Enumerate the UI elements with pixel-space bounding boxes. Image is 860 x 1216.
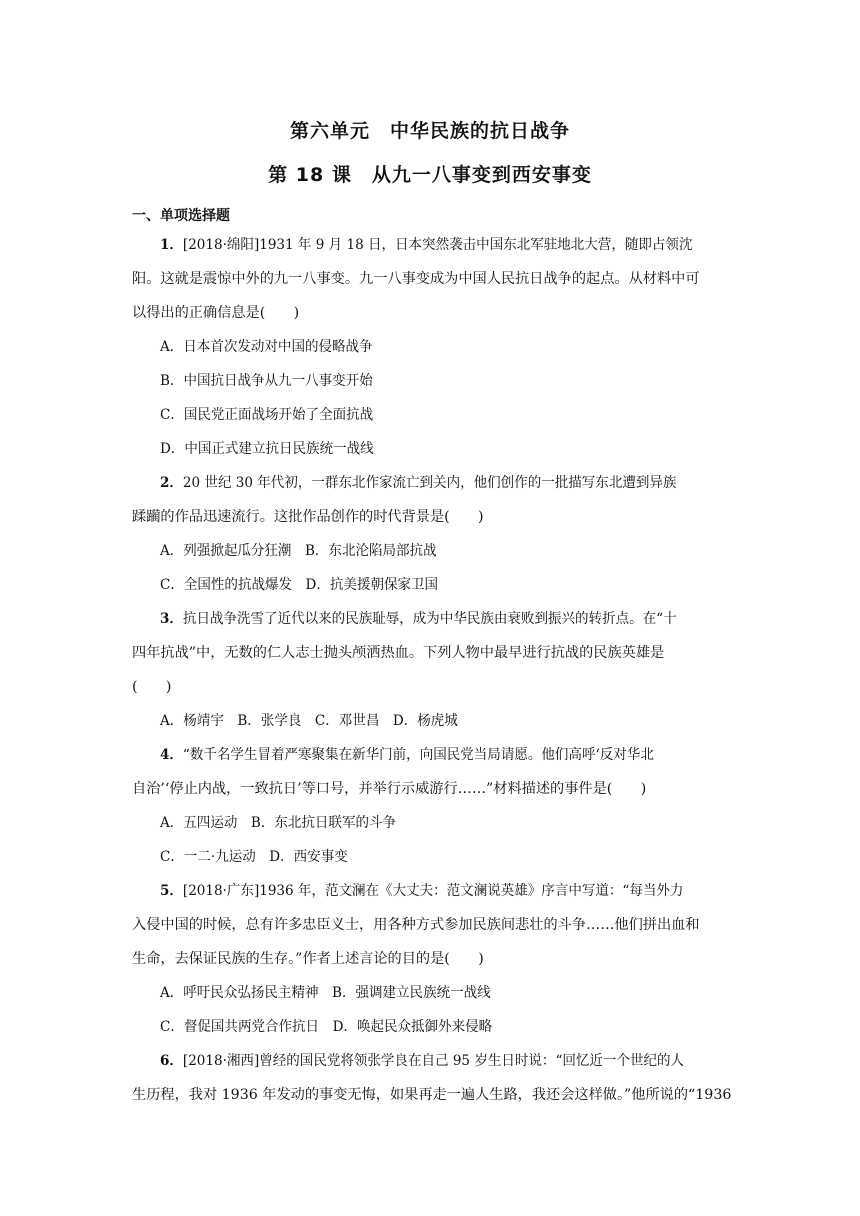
question-number: 2． [160, 475, 183, 491]
answer-option: D．中国正式建立抗日民族统一战线 [160, 441, 374, 457]
answer-option: C．督促国共两党合作抗日 D．唤起民众抵御外来侵略 [160, 1019, 493, 1035]
answer-option: A．日本首次发动对中国的侵略战争 [160, 339, 373, 355]
question-number: 6． [160, 1053, 183, 1069]
question-line: 3．抗日战争洗雪了近代以来的民族耻辱，成为中华民族由衰败到振兴的转折点。在“十 [160, 611, 677, 627]
question-line: 生命，去保证民族的生存。”作者上述言论的目的是( ) [132, 951, 484, 967]
question-line: 四年抗战”中，无数的仁人志士抛头颅洒热血。下列人物中最早进行抗战的民族英雄是 [132, 645, 665, 661]
answer-option: C．国民党正面战场开始了全面抗战 [160, 407, 374, 423]
question-number: 3． [160, 611, 183, 627]
answer-option: A．五四运动 B．东北抗日联军的斗争 [160, 815, 397, 831]
question-number: 4． [160, 747, 183, 763]
question-number: 1． [160, 237, 183, 253]
question-line: 蹂躏的作品迅速流行。这批作品创作的时代背景是( ) [132, 509, 484, 525]
question-line: 6．[2018·湘西]曾经的国民党将领张学良在自己 95 岁生日时说：“回忆近一个世纪的人 [160, 1053, 685, 1069]
answer-option: A．呼吁民众弘扬民主精神 B．强调建立民族统一战线 [160, 985, 491, 1001]
question-line: 1．[2018·绵阳]1931 年 9 月 18 日，日本突然袭击中国东北军驻地北大营，随即占领沈 [160, 237, 693, 253]
question-line: ( ) [132, 679, 172, 695]
answer-option: B．中国抗日战争从九一八事变开始 [160, 373, 373, 389]
section-heading: 一、单项选择题 [132, 208, 230, 224]
question-line: 以得出的正确信息是( ) [132, 305, 300, 321]
question-line: 阳。这就是震惊中外的九一八事变。九一八事变成为中国人民抗日战争的起点。从材料中可 [132, 271, 700, 287]
question-number: 5． [160, 883, 183, 899]
question-line: 2．20 世纪 30 年代初，一群东北作家流亡到关内，他们创作的一批描写东北遭到异族 [160, 475, 677, 491]
answer-option: A．杨靖宇 B．张学良 C．邓世昌 D．杨虎城 [160, 713, 458, 729]
question-line: 入侵中国的时候，总有许多忠臣义士，用各种方式参加民族间悲壮的斗争……他们拼出血和 [132, 917, 700, 933]
question-line: 4．“数千名学生冒着严寒聚集在新华门前，向国民党当局请愿。他们高呼‘反对华北 [160, 747, 654, 763]
question-line: 生历程，我对 1936 年发动的事变无悔，如果再走一遍人生路，我还会这样做。”他所说的“1936 [132, 1087, 732, 1103]
answer-option: A．列强掀起瓜分狂潮 B．东北沦陷局部抗战 [160, 543, 437, 559]
unit-title: 第六单元 中华民族的抗日战争 [289, 120, 570, 142]
answer-option: C．全国性的抗战爆发 D．抗美援朝保家卫国 [160, 577, 439, 593]
lesson-title: 第 18 课 从九一八事变到西安事变 [268, 164, 592, 186]
question-line: 自治’‘停止内战，一致抗日’等口号，并举行示威游行……”材料描述的事件是( ) [132, 781, 647, 797]
answer-option: C．一二·九运动 D．西安事变 [160, 849, 348, 865]
question-line: 5．[2018·广东]1936 年，范文澜在《大丈夫：范文澜说英雄》序言中写道：“每当外力 [160, 883, 684, 899]
